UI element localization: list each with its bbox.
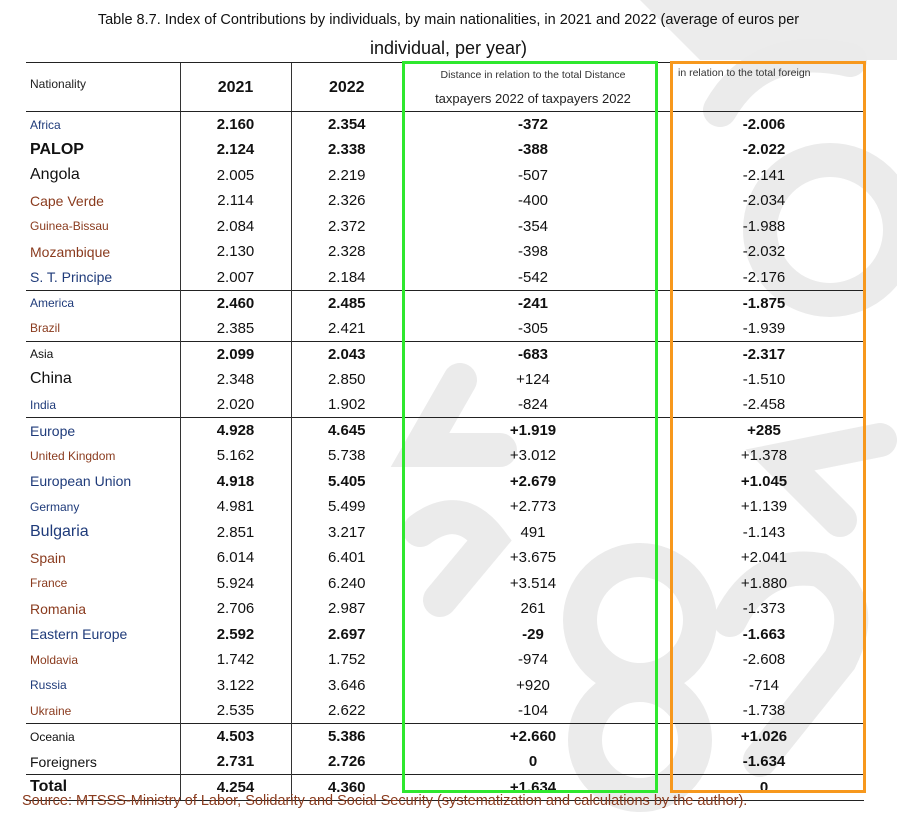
row-value-2021: 4.918 — [180, 469, 291, 495]
table-row — [26, 239, 864, 265]
row-value-2022: 1.902 — [291, 392, 402, 418]
row-nationality: S. T. Principe — [30, 269, 113, 285]
table-row — [26, 749, 864, 775]
row-value-2021: 5.162 — [180, 443, 291, 469]
row-distance-foreign: -2.317 — [664, 341, 864, 367]
contributions-table — [26, 62, 864, 801]
table-row — [26, 392, 864, 418]
row-distance-foreign: -2.608 — [742, 651, 786, 669]
source-note: Source: MTSSS-Ministry of Labor, Solidarity and Social Security (systematization and calculations by the author). — [22, 793, 748, 809]
table-row — [26, 188, 864, 214]
row-value-2022: 2.043 — [291, 341, 402, 367]
row-distance-total: 491 — [520, 523, 546, 541]
row-value-2021: 6.014 — [180, 545, 291, 571]
row-value-2021: 3.122 — [180, 673, 291, 699]
header-row — [26, 63, 864, 112]
row-distance-foreign: -1.143 — [742, 523, 786, 541]
row-distance-foreign: +1.880 — [740, 574, 788, 592]
row-value-2022: 2.485 — [291, 290, 402, 316]
row-distance-total: -824 — [517, 396, 549, 413]
row-value-2022: 2.338 — [291, 137, 402, 163]
row-value-2021: 4.503 — [180, 724, 291, 750]
row-value-2022: 2.326 — [291, 188, 402, 214]
row-value-2022: 2.850 — [291, 367, 402, 393]
table-row — [26, 724, 864, 750]
row-distance-total: -388 — [517, 141, 549, 159]
row-value-2021: 2.099 — [180, 341, 291, 367]
row-distance-foreign: -714 — [748, 676, 780, 694]
table-row — [26, 596, 864, 622]
row-nationality: Bulgaria — [30, 523, 89, 541]
row-value-2021: 2.348 — [180, 367, 291, 393]
row-value-2022: 1.752 — [291, 647, 402, 673]
table-row — [26, 469, 864, 495]
row-distance-foreign: +285 — [664, 418, 864, 444]
data-table-wrapper — [26, 62, 864, 801]
row-nationality: France — [30, 576, 68, 591]
row-nationality: Foreigners — [30, 753, 97, 770]
row-value-2021: 2.731 — [180, 749, 291, 775]
row-nationality: Russia — [30, 678, 67, 693]
table-row — [26, 163, 864, 189]
row-value-2022: 2.622 — [291, 698, 402, 724]
row-distance-total: -507 — [517, 166, 549, 184]
row-nationality: Europe — [26, 418, 180, 444]
row-value-2022: 5.499 — [291, 494, 402, 520]
row-value-2021: 2.592 — [180, 622, 291, 648]
row-value-2021: 2.124 — [180, 137, 291, 163]
row-value-2022: 6.240 — [291, 571, 402, 597]
row-distance-foreign: -2.032 — [742, 243, 786, 261]
row-distance-foreign: -2.458 — [742, 396, 786, 413]
row-distance-foreign: +2.041 — [740, 549, 788, 567]
row-nationality: Cape Verde — [30, 192, 104, 209]
row-value-2021: 5.924 — [180, 571, 291, 597]
header-distance-line1: Distance in relation to the total Distance — [440, 69, 626, 81]
row-distance-foreign: -1.663 — [742, 625, 786, 643]
table-row — [26, 316, 864, 342]
row-nationality: America — [26, 290, 180, 316]
row-distance-foreign: -1.373 — [742, 600, 786, 618]
row-distance-foreign: +1.045 — [740, 472, 788, 490]
table-row — [26, 418, 864, 444]
table-row — [26, 647, 864, 673]
row-distance-total: -354 — [517, 217, 549, 235]
row-nationality: Angola — [30, 166, 80, 184]
header-distance-line2: taxpayers 2022 of taxpayers 2022 — [435, 91, 631, 106]
row-distance-total: +920 — [516, 676, 550, 694]
row-nationality: Mozambique — [30, 243, 111, 260]
row-value-2021: 2.706 — [180, 596, 291, 622]
row-distance-total: -241 — [402, 290, 664, 316]
header-distance-foreign: in relation to the total foreign — [664, 63, 864, 112]
row-value-2021: 2.007 — [180, 265, 291, 291]
row-nationality: PALOP — [30, 140, 84, 158]
row-distance-total: +124 — [516, 370, 550, 388]
row-distance-foreign: -2.034 — [742, 192, 786, 210]
row-nationality: Eastern Europe — [30, 626, 128, 643]
row-value-2021: 2.460 — [180, 290, 291, 316]
row-nationality: Germany — [30, 499, 80, 514]
row-nationality: United Kingdom — [30, 448, 116, 463]
row-value-2022: 3.646 — [291, 673, 402, 699]
row-nationality: China — [30, 370, 72, 388]
row-nationality: Romania — [30, 600, 87, 617]
table-row — [26, 571, 864, 597]
row-nationality: Spain — [30, 549, 66, 566]
row-value-2021: 2.084 — [180, 214, 291, 240]
table-row — [26, 341, 864, 367]
row-nationality: Oceania — [26, 724, 180, 750]
row-value-2022: 2.697 — [291, 622, 402, 648]
row-distance-total: +1.634 — [402, 775, 664, 801]
row-value-2021: 2.385 — [180, 316, 291, 342]
header-2022: 2022 — [291, 63, 402, 112]
row-distance-total: +3.675 — [509, 549, 557, 567]
row-value-2021: 2.160 — [180, 112, 291, 138]
row-value-2021: 4.928 — [180, 418, 291, 444]
row-value-2021: 2.005 — [180, 163, 291, 189]
row-distance-total: -305 — [517, 319, 549, 337]
row-distance-foreign: -2.141 — [742, 166, 786, 184]
row-value-2021: 2.114 — [180, 188, 291, 214]
row-distance-foreign: +1.139 — [740, 498, 788, 516]
row-distance-total: +1.919 — [402, 418, 664, 444]
table-row — [26, 443, 864, 469]
table-row — [26, 494, 864, 520]
table-row — [26, 673, 864, 699]
row-distance-total: +3.012 — [509, 447, 557, 465]
row-value-2022: 2.184 — [291, 265, 402, 291]
row-distance-total: +2.660 — [402, 724, 664, 750]
row-distance-foreign: -2.176 — [742, 268, 786, 286]
row-distance-total: -104 — [517, 702, 549, 719]
row-distance-total: 261 — [520, 600, 546, 618]
table-row — [26, 520, 864, 546]
header-2021: 2021 — [180, 63, 291, 112]
row-distance-foreign: -1.738 — [742, 702, 786, 719]
row-distance-total: -372 — [517, 116, 549, 133]
row-nationality: India — [30, 397, 57, 412]
row-distance-total: -29 — [522, 625, 544, 643]
table-row — [26, 137, 864, 163]
row-value-2021: 2.020 — [180, 392, 291, 418]
row-value-2022: 4.360 — [291, 775, 402, 801]
row-value-2021: 1.742 — [180, 647, 291, 673]
header-nationality: Nationality — [26, 63, 180, 112]
row-value-2022: 5.405 — [291, 469, 402, 495]
row-value-2022: 2.219 — [291, 163, 402, 189]
row-distance-foreign: -1.875 — [664, 290, 864, 316]
row-distance-total: -683 — [402, 341, 664, 367]
row-distance-foreign: -2.006 — [742, 116, 786, 133]
row-distance-total: -974 — [517, 651, 549, 669]
row-value-2022: 3.217 — [291, 520, 402, 546]
row-distance-foreign: -1.634 — [742, 753, 786, 770]
row-distance-foreign: +1.026 — [664, 724, 864, 750]
row-nationality: Asia — [26, 341, 180, 367]
row-value-2022: 2.421 — [291, 316, 402, 342]
row-value-2022: 2.987 — [291, 596, 402, 622]
table-row — [26, 545, 864, 571]
row-distance-foreign: -2.022 — [742, 141, 786, 159]
row-value-2021: 2.851 — [180, 520, 291, 546]
header-distance-total — [402, 63, 664, 112]
row-distance-foreign: -1.988 — [742, 217, 786, 235]
row-distance-foreign: -1.510 — [742, 370, 786, 388]
table-title-continued: individual, per year) — [369, 38, 528, 58]
row-nationality: European Union — [30, 473, 132, 490]
row-value-2022: 5.738 — [291, 443, 402, 469]
row-distance-total: -400 — [517, 192, 549, 210]
row-nationality: Total — [26, 775, 180, 801]
table-title: Table 8.7. Index of Contributions by individuals, by main nationalities, in 2021 and 2022 (average of euros per — [97, 12, 800, 28]
row-nationality: Africa — [30, 117, 61, 132]
row-distance-total: +2.679 — [509, 472, 557, 490]
row-distance-total: -542 — [517, 268, 549, 286]
table-row — [26, 698, 864, 724]
row-value-2022: 4.645 — [291, 418, 402, 444]
row-distance-total: 0 — [528, 753, 538, 770]
row-value-2022: 2.328 — [291, 239, 402, 265]
row-value-2022: 6.401 — [291, 545, 402, 571]
row-distance-total: +2.773 — [509, 498, 557, 516]
row-value-2021: 2.535 — [180, 698, 291, 724]
row-distance-foreign: 0 — [664, 775, 864, 801]
row-nationality: Ukraine — [30, 703, 72, 718]
table-row — [26, 367, 864, 393]
row-value-2022: 5.386 — [291, 724, 402, 750]
row-nationality: Guinea-Bissau — [30, 219, 109, 234]
row-value-2022: 2.726 — [291, 749, 402, 775]
row-distance-total: +3.514 — [509, 574, 557, 592]
table-row — [26, 112, 864, 138]
row-value-2022: 2.354 — [291, 112, 402, 138]
row-nationality: Moldavia — [30, 652, 79, 667]
row-value-2021: 4.254 — [180, 775, 291, 801]
row-value-2022: 2.372 — [291, 214, 402, 240]
row-nationality: Brazil — [30, 321, 61, 335]
row-value-2021: 4.981 — [180, 494, 291, 520]
row-distance-foreign: -1.939 — [742, 319, 786, 337]
row-distance-total: -398 — [517, 243, 549, 261]
table-row — [26, 622, 864, 648]
table-row — [26, 214, 864, 240]
table-row — [26, 290, 864, 316]
row-distance-foreign: +1.378 — [740, 447, 788, 465]
table-row — [26, 265, 864, 291]
row-value-2021: 2.130 — [180, 239, 291, 265]
